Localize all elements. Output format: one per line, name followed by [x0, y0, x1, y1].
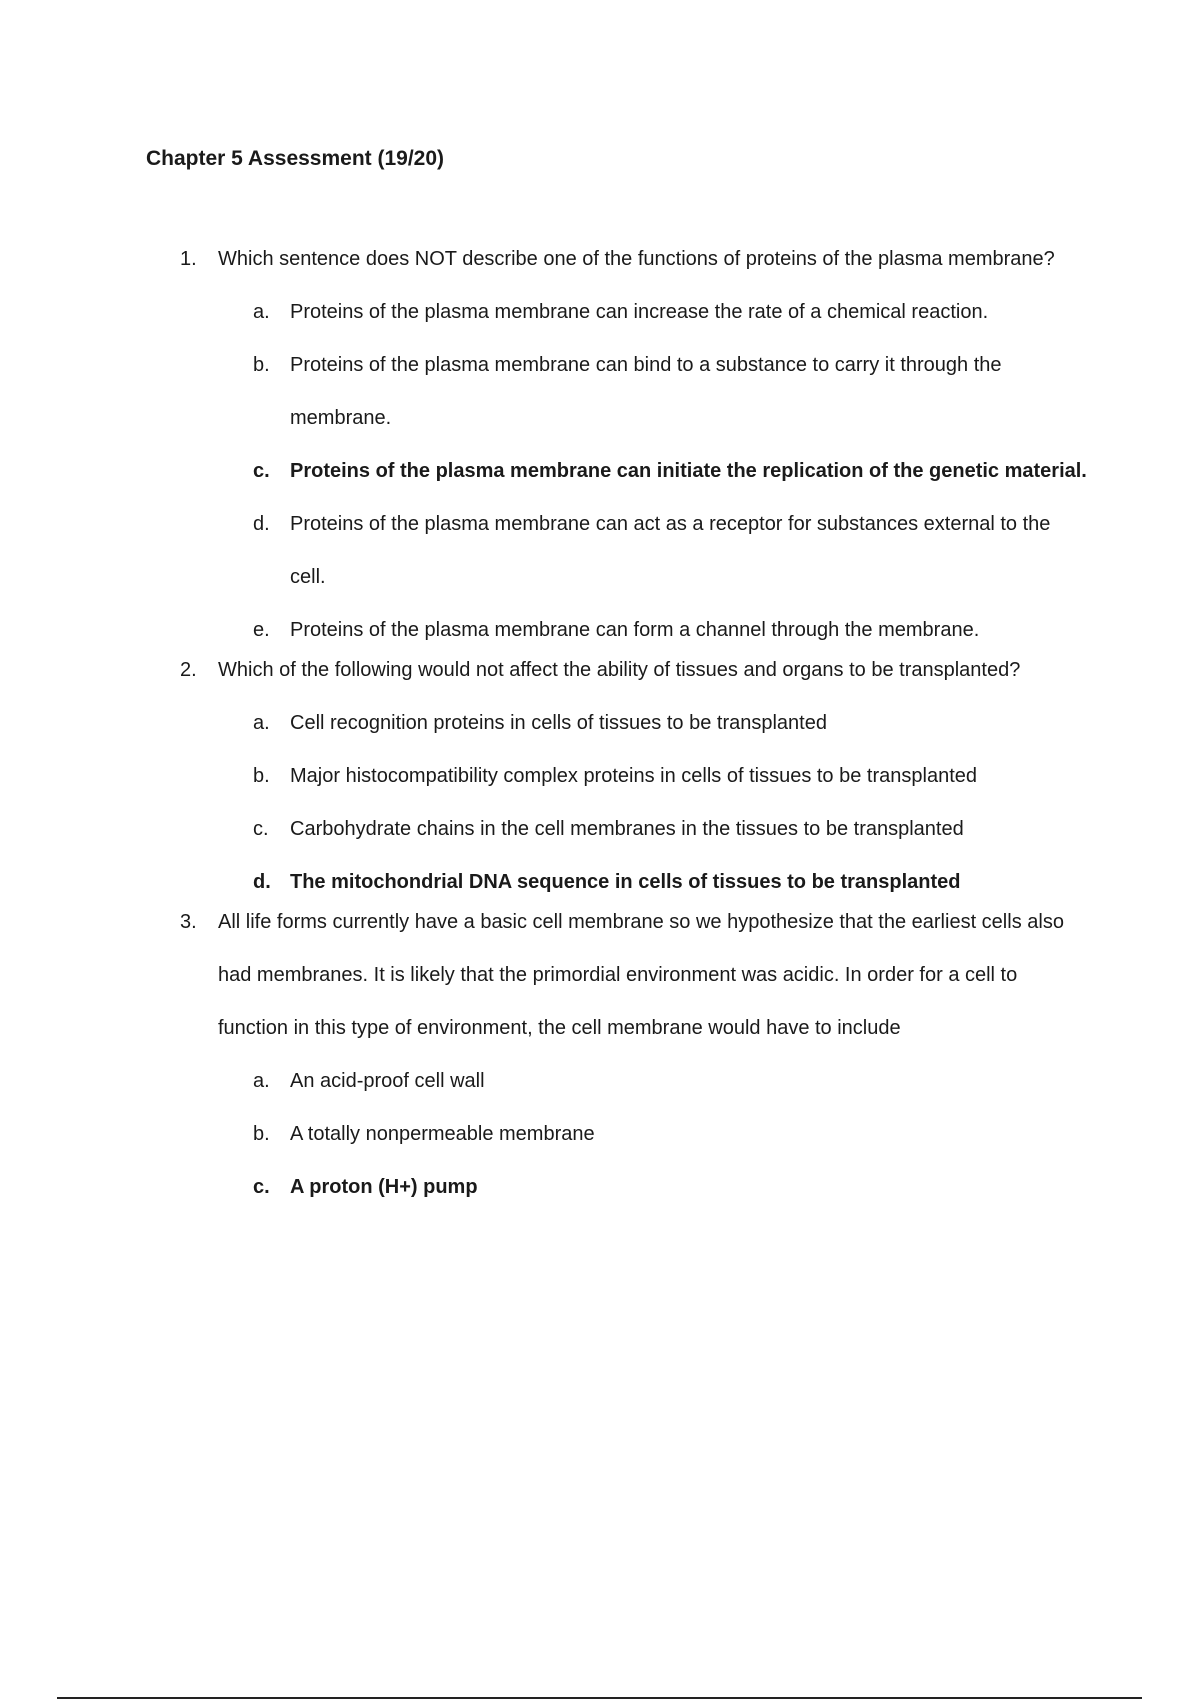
- question-number: 2.: [180, 659, 197, 681]
- option-letter: e.: [253, 619, 270, 641]
- option-text: Proteins of the plasma membrane can act as a receptor for substances external to the cell.: [290, 513, 1051, 588]
- answer-options: [0, 286, 1200, 657]
- question-text: All life forms currently have a basic cell membrane so we hypothesize that the earliest cells also had membranes. It is likely that the primordial environment was acidic. In order for a cell to function in this type of environment, the cell membrane would have to include: [218, 911, 1064, 1039]
- answer-option-b: [0, 339, 1200, 445]
- answer-option-c-selected: [0, 445, 1200, 498]
- answer-option-a: [0, 1055, 1200, 1108]
- answer-option-a: [0, 697, 1200, 750]
- answer-option-c-selected: [0, 1161, 1200, 1214]
- answer-option-c: [0, 803, 1200, 856]
- option-text: Proteins of the plasma membrane can bind to a substance to carry it through the membrane.: [290, 354, 1002, 429]
- option-text: Proteins of the plasma membrane can initiate the replication of the genetic material.: [290, 460, 1087, 482]
- option-text: A totally nonpermeable membrane: [290, 1123, 595, 1145]
- answer-options: [0, 1055, 1200, 1214]
- option-letter: b.: [253, 1123, 270, 1145]
- option-letter: c.: [253, 818, 269, 840]
- option-letter: a.: [253, 712, 270, 734]
- option-text: An acid-proof cell wall: [290, 1070, 485, 1092]
- option-letter: d.: [253, 871, 271, 893]
- option-letter: d.: [253, 513, 270, 535]
- question-3: [0, 896, 1200, 1214]
- option-letter: b.: [253, 354, 270, 376]
- question-text: Which sentence does NOT describe one of the functions of proteins of the plasma membrane?: [218, 248, 1055, 270]
- question-list: [0, 246, 1200, 1214]
- option-text: A proton (H+) pump: [290, 1176, 478, 1198]
- option-text: The mitochondrial DNA sequence in cells of tissues to be transplanted: [290, 871, 961, 893]
- question-text: Which of the following would not affect the ability of tissues and organs to be transplanted?: [218, 659, 1021, 681]
- option-letter: a.: [253, 301, 270, 323]
- answer-option-a: [0, 286, 1200, 339]
- page-title: Chapter 5 Assessment (19/20): [146, 147, 445, 170]
- option-text: Proteins of the plasma membrane can form a channel through the membrane.: [290, 619, 980, 641]
- question-1: [0, 233, 1200, 657]
- question-number: 1.: [180, 248, 197, 270]
- option-letter: a.: [253, 1070, 270, 1092]
- answer-option-b: [0, 750, 1200, 803]
- answer-option-d: [0, 498, 1200, 604]
- question-2: [0, 644, 1200, 909]
- option-letter: c.: [253, 460, 270, 482]
- answer-options: [0, 697, 1200, 909]
- footer-divider: [57, 1697, 1142, 1699]
- option-letter: b.: [253, 765, 270, 787]
- question-number: 3.: [180, 911, 197, 933]
- option-letter: c.: [253, 1176, 270, 1198]
- option-text: Cell recognition proteins in cells of tissues to be transplanted: [290, 712, 827, 734]
- answer-option-b: [0, 1108, 1200, 1161]
- option-text: Carbohydrate chains in the cell membranes in the tissues to be transplanted: [290, 818, 964, 840]
- option-text: Major histocompatibility complex proteins in cells of tissues to be transplanted: [290, 765, 977, 787]
- option-text: Proteins of the plasma membrane can increase the rate of a chemical reaction.: [290, 301, 989, 323]
